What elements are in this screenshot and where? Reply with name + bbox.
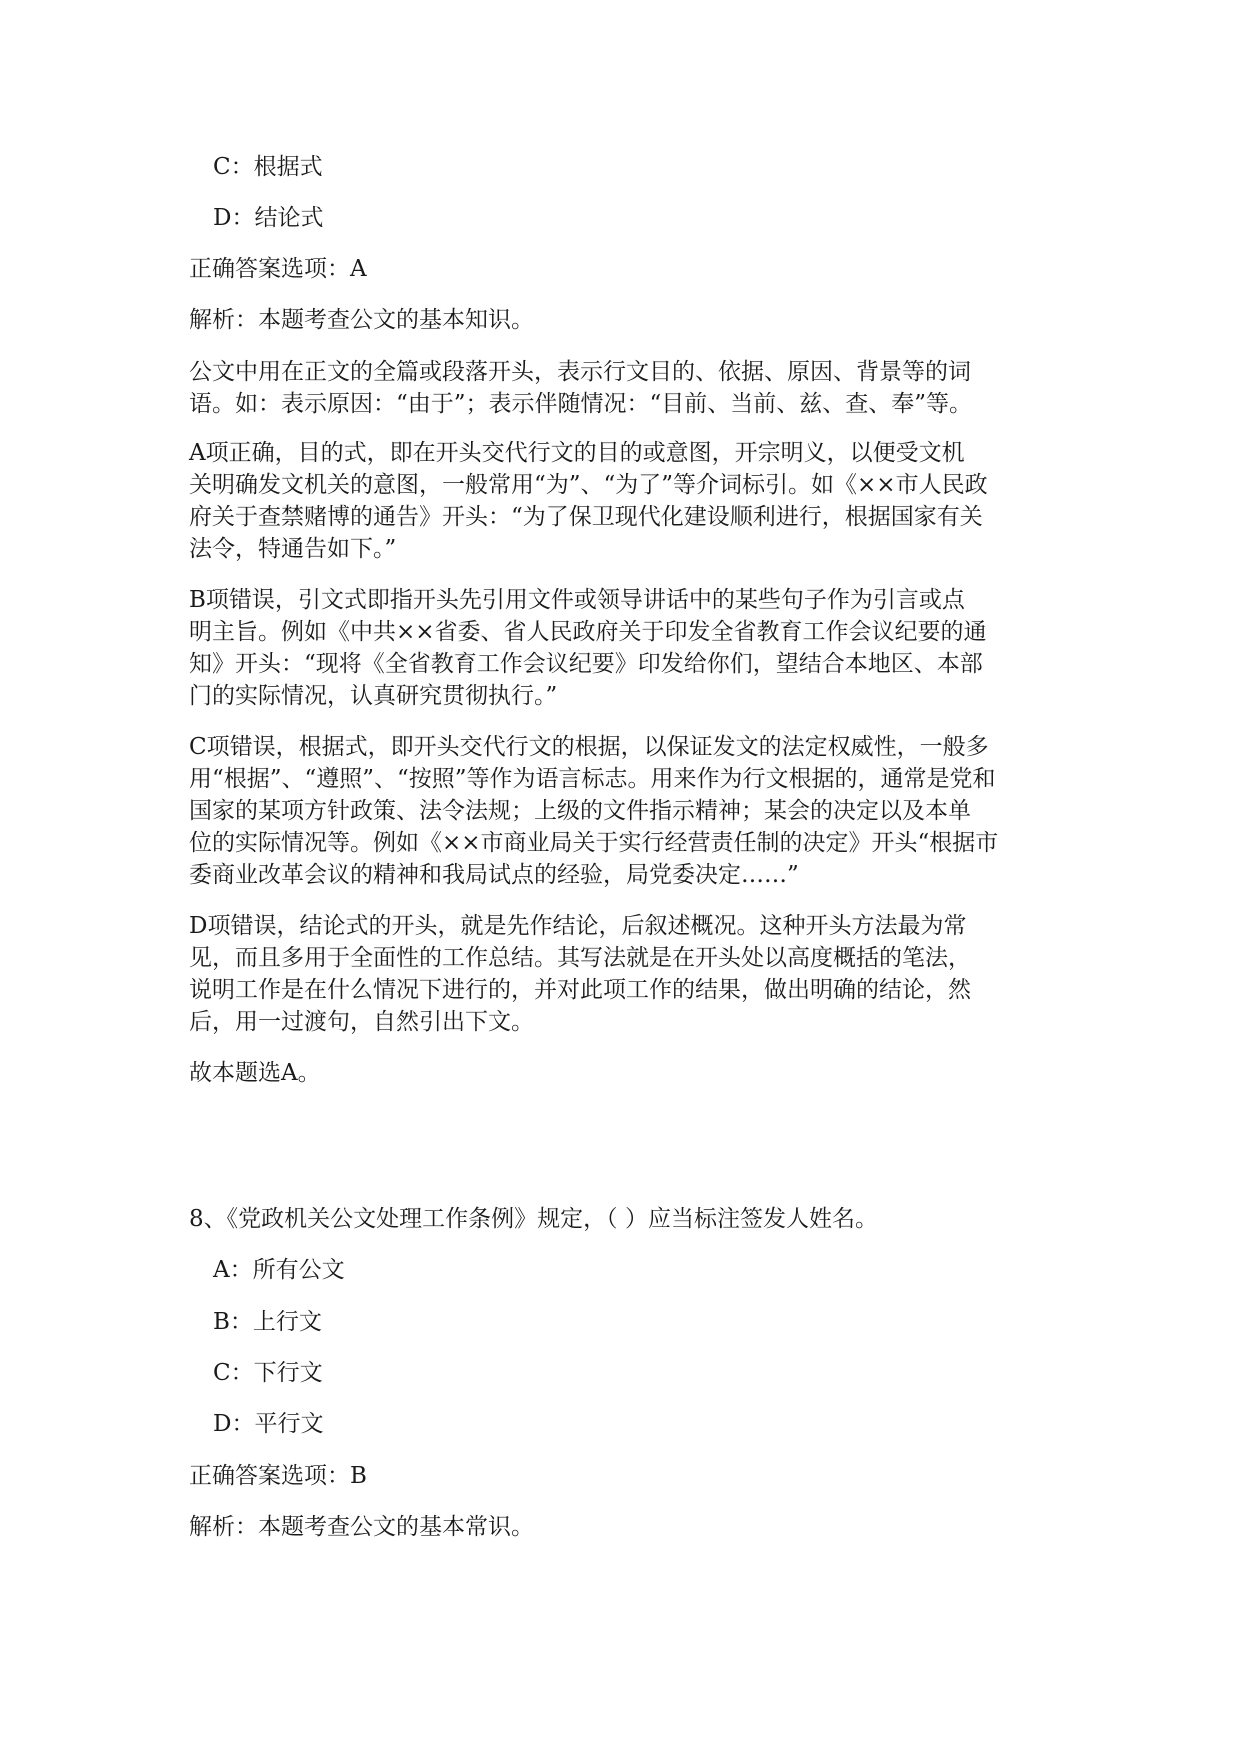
option-d: D：结论式: [213, 205, 324, 231]
q8-option-b: B：上行文: [213, 1309, 322, 1335]
paragraph-line: 用“根据”、“遵照”、“按照”等作为语言标志。用来作为行文根据的，通常是党和: [189, 766, 996, 792]
q8-option-d: D：平行文: [213, 1411, 324, 1437]
correct-answer: 正确答案选项：A: [189, 256, 367, 282]
paragraph-line: 语。如：表示原因：“由于”；表示伴随情况：“目前、当前、兹、查、奉”等。: [189, 391, 973, 417]
analysis-paragraph-1: [189, 356, 1069, 420]
analysis-intro: 解析：本题考查公文的基本知识。: [189, 307, 534, 333]
paragraph-line: 见，而且多用于全面性的工作总结。其写法就是在开头处以高度概括的笔法，: [189, 945, 971, 971]
analysis-paragraph-option-b: [189, 584, 1069, 712]
paragraph-line: 明主旨。例如《中共××省委、省人民政府关于印发全省教育工作会议纪要的通: [189, 619, 987, 645]
analysis-paragraph-option-a: [189, 437, 1069, 565]
q8-analysis-intro: 解析：本题考查公文的基本常识。: [189, 1514, 534, 1540]
paragraph-line: 后，用一过渡句，自然引出下文。: [189, 1009, 534, 1035]
paragraph-line: 府关于查禁赌博的通告》开头：“为了保卫现代化建设顺利进行，根据国家有关: [189, 504, 983, 530]
paragraph-line: B项错误，引文式即指开头先引用文件或领导讲话中的某些句子作为引言或点: [189, 587, 965, 613]
paragraph-line: 关明确发文机关的意图，一般常用“为”、“为了”等介词标引。如《××市人民政: [189, 472, 988, 498]
paragraph-line: 位的实际情况等。例如《××市商业局关于实行经营责任制的决定》开头“根据市: [189, 830, 999, 856]
q8-option-c: C：下行文: [213, 1360, 323, 1386]
question-8-stem: 8、《党政机关公文处理工作条例》规定，（ ）应当标注签发人姓名。: [189, 1206, 878, 1232]
q8-correct-answer: 正确答案选项：B: [189, 1463, 367, 1489]
option-c: C：根据式: [213, 154, 323, 180]
conclusion: 故本题选A。: [189, 1060, 321, 1086]
q8-option-a: A：所有公文: [213, 1257, 345, 1283]
paragraph-line: 门的实际情况，认真研究贯彻执行。”: [189, 683, 558, 709]
paragraph-line: 说明工作是在什么情况下进行的，并对此项工作的结果，做出明确的结论，然: [189, 977, 971, 1003]
paragraph-line: 知》开头：“现将《全省教育工作会议纪要》印发给你们，望结合本地区、本部: [189, 651, 983, 677]
paragraph-line: C项错误，根据式，即开头交代行文的根据，以保证发文的法定权威性，一般多: [189, 734, 989, 760]
paragraph-line: 法令，特通告如下。”: [189, 536, 397, 562]
paragraph-line: A项正确，目的式，即在开头交代行文的目的或意图，开宗明义，以便受文机: [189, 440, 965, 466]
analysis-paragraph-option-d: [189, 910, 1069, 1038]
paragraph-line: D项错误，结论式的开头，就是先作结论，后叙述概况。这种开头方法最为常: [189, 913, 967, 939]
analysis-paragraph-option-c: [189, 731, 1069, 891]
paragraph-line: 委商业改革会议的精神和我局试点的经验，局党委决定……”: [189, 862, 799, 888]
paragraph-line: 国家的某项方针政策、法令法规；上级的文件指示精神；某会的决定以及本单: [189, 798, 971, 824]
paragraph-line: 公文中用在正文的全篇或段落开头，表示行文目的、依据、原因、背景等的词: [189, 359, 971, 385]
